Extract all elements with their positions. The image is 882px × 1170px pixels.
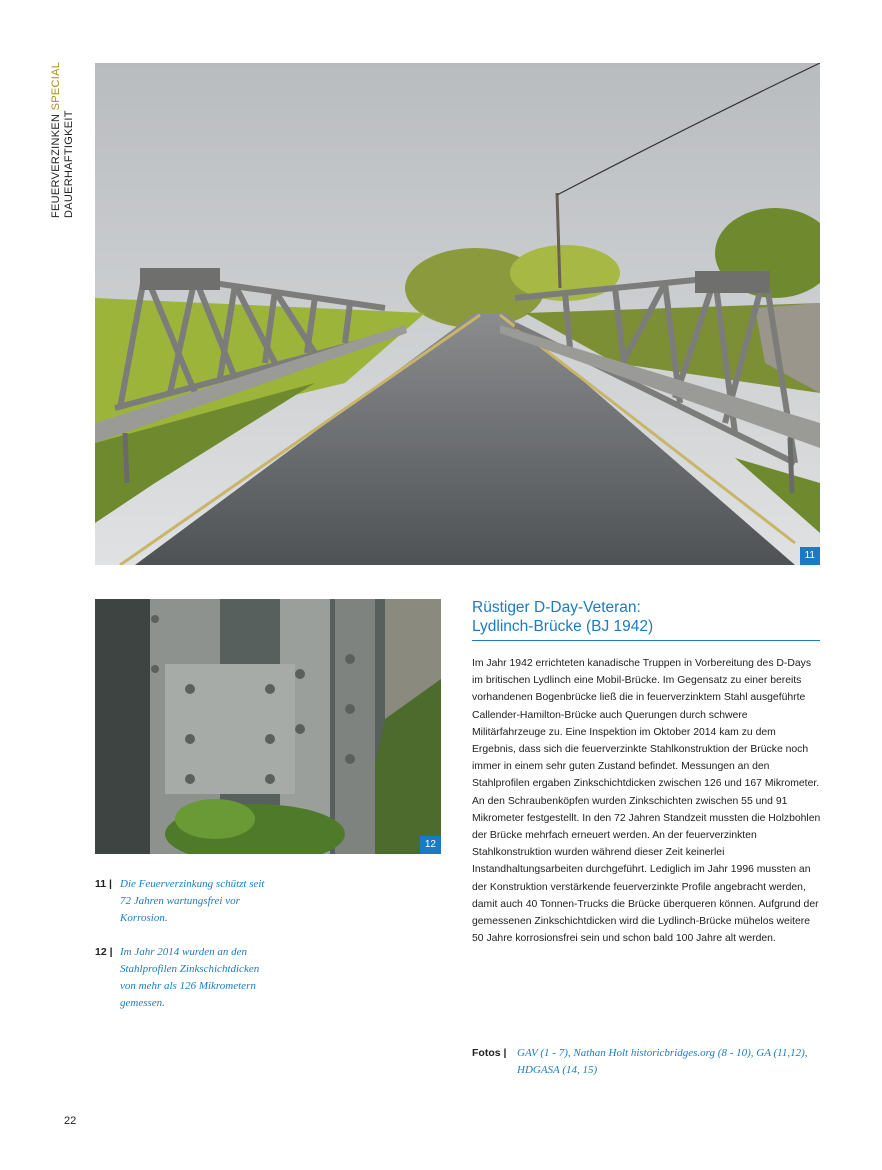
section-label-highlight: SPECIAL: [50, 61, 62, 111]
credits-label: Fotos |: [472, 1047, 507, 1059]
main-photo: [95, 63, 820, 565]
article-title-line2: Lydlinch-Brücke (BJ 1942): [472, 618, 654, 635]
article-title-line1: Rüstiger D-Day-Veteran:: [472, 599, 641, 616]
section-label-main: FEUERVERZINKEN SPECIAL: [50, 61, 62, 218]
caption-text: Die Feuerverzinkung schützt seit 72 Jahren wartungsfrei vor Korrosion.: [120, 878, 265, 924]
photo-credits: [472, 1045, 832, 1079]
credits-text: GAV (1 - 7), Nathan Holt historicbridges.org (8 - 10), GA (11,12), HDGASA (14, 15): [517, 1047, 808, 1076]
caption-text: Im Jahr 2014 wurden an den Stahlprofilen Zinkschichtdicken von mehr als 126 Mikrometern gemessen.: [120, 946, 260, 1009]
detail-photo: [95, 599, 441, 854]
caption-number: 11 |: [95, 878, 112, 890]
photo-number-badge: 11: [800, 547, 820, 565]
article-title: [472, 598, 820, 641]
caption-12: [95, 944, 265, 1012]
photo-number-badge: 12: [420, 836, 441, 854]
caption-11: [95, 876, 265, 927]
steel-detail-image: [95, 599, 441, 854]
section-label-sub: DAUERHAFTIGKEIT: [63, 110, 75, 218]
section-label: [50, 62, 76, 218]
article-body: Im Jahr 1942 errichteten kanadische Truppen in Vorbereitung des D-Days im britischen Lydlinch eine Mobil-Brücke. Im Gegensatz zu einer bereits vorhandenen Bogenbrücke ließ die in feuerverzinktem Stahl ausgeführte Callender-Hamilton-Brücke auch Querungen durch schwere Militärfahrzeuge zu. Eine Inspektion im Oktober 2014 kam zu dem Ergebnis, dass sich die feuerverzinkte Stahlkonstruktion der Brücke noch immer in einem sehr guten Zustand befindet. Messungen an den Stahlprofilen ergaben Zinkschichtdicken zwischen 126 und 167 Mikrometer. An den Schraubenköpfen wurden Zinkschichten zwischen 55 und 91 Mikrometer festgestellt. In den 72 Jahren Standzeit mussten die Holzbohlen der Brücke mehrfach erneuert werden. An der feuerverzinkten Stahlkonstruktion wurden während dieser Zeit keinerlei Instandhaltungsarbeiten durchgeführt. Lediglich im Jahr 1996 mussten an der Konstruktion verstärkende feuerverzinkte Profile angebracht werden, damit auch 40 Tonnen-Trucks die Brücke überqueren können. Aufgrund der gemessenen Zinkschichtdicken wird die Lydlinch-Brücke mühelos weitere 50 Jahre korrosionsfrei sein und schon bald 100 Jahre alt werden.: [472, 658, 821, 945]
page-number: 22: [64, 1115, 77, 1127]
bridge-road-image: [95, 63, 820, 565]
caption-number: 12 |: [95, 946, 113, 958]
